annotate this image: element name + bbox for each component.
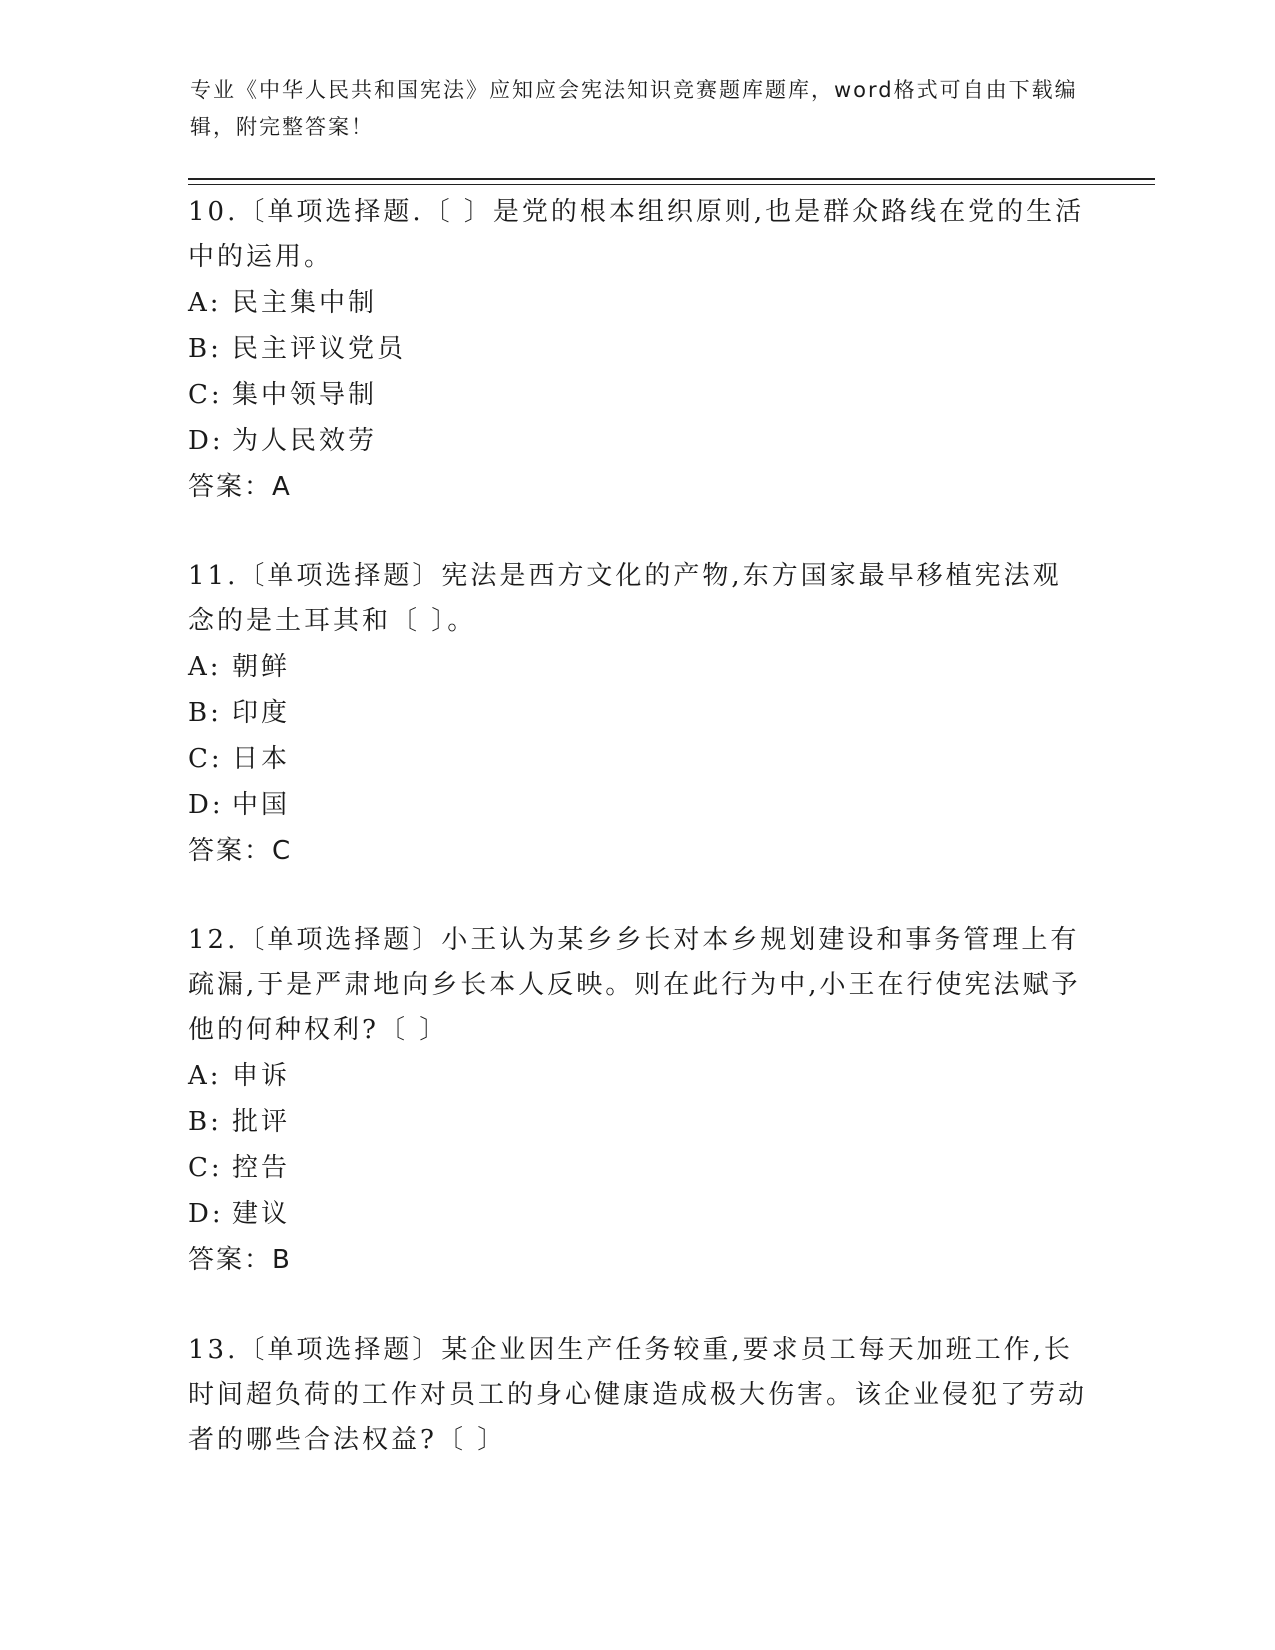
option-c [188,372,1088,418]
answer-line: 答案：B [188,1245,292,1275]
option-c [188,1145,1088,1191]
question-12 [188,918,1088,1283]
option-d [188,418,1088,464]
header-rule-thick [188,178,1155,180]
option-text: 批评 [232,1107,291,1137]
question-10 [188,190,1088,510]
question-stem: 12.〔单项选择题〕小王认为某乡乡长对本乡规划建设和事务管理上有疏漏,于是严肃地向乡长本人反映。则在此行为中,小王在行使宪法赋予他的何种权利?〔 〕 [188,925,1081,1045]
option-letter: C: [188,380,223,410]
option-letter: B: [188,334,222,364]
option-letter: D: [188,1199,224,1229]
option-text: 中国 [232,790,291,820]
option-letter: B: [188,698,222,728]
option-letter: B: [188,1107,222,1137]
option-text: 民主集中制 [232,288,378,318]
question-stem: 11.〔单项选择题〕宪法是西方文化的产物,东方国家最早移植宪法观念的是土耳其和〔 〕。 [188,561,1062,636]
option-letter: D: [188,426,224,456]
option-b [188,690,1088,736]
option-a [188,644,1088,690]
answer-line: 答案：C [188,836,293,866]
option-d [188,782,1088,828]
option-text: 民主评议党员 [232,334,407,364]
option-text: 印度 [232,698,291,728]
option-letter: C: [188,744,223,774]
option-text: 日本 [232,744,291,774]
option-letter: A: [188,652,222,682]
question-13 [188,1328,1088,1463]
option-text: 朝鲜 [232,652,291,682]
option-letter: C: [188,1153,223,1183]
answer-line: 答案：A [188,472,292,502]
header-rule-thin [188,184,1155,185]
option-c [188,736,1088,782]
option-text: 控告 [232,1153,291,1183]
option-text: 申诉 [232,1061,291,1091]
option-a [188,1053,1088,1099]
option-d [188,1191,1088,1237]
option-b [188,326,1088,372]
document-header: 专业《中华人民共和国宪法》应知应会宪法知识竞赛题库题库，word格式可自由下载编辑，附完整答案！ [190,78,1078,139]
option-text: 为人民效劳 [232,426,378,456]
option-a [188,280,1088,326]
option-letter: D: [188,790,224,820]
question-11 [188,554,1088,874]
question-stem: 13.〔单项选择题〕某企业因生产任务较重,要求员工每天加班工作,长时间超负荷的工作对员工的身心健康造成极大伤害。该企业侵犯了劳动者的哪些合法权益?〔 〕 [188,1335,1088,1455]
option-b [188,1099,1088,1145]
option-letter: A: [188,1061,222,1091]
option-text: 建议 [232,1199,291,1229]
option-letter: A: [188,288,222,318]
question-stem: 10.〔单项选择题.〔 〕是党的根本组织原则,也是群众路线在党的生活中的运用。 [188,197,1085,272]
option-text: 集中领导制 [232,380,378,410]
